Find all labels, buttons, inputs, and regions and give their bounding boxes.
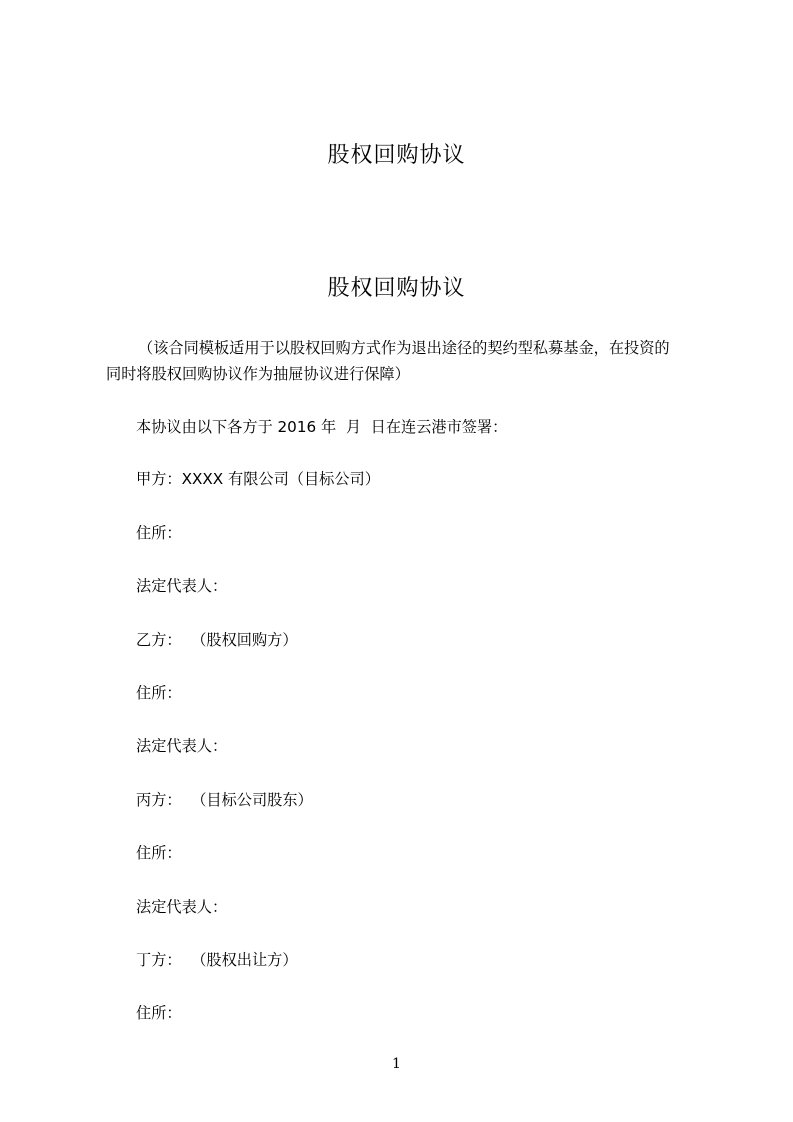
template-note [106,335,706,387]
party-b-address: 住所： [136,684,182,702]
party-a: 甲方：XXXX 有限公司（目标公司） [136,470,380,488]
document-title: 股权回购协议 [327,276,466,301]
header-title: 股权回购协议 [327,143,466,168]
party-d: 丁方： （股权出让方） [136,951,298,969]
party-c-address: 住所： [136,844,182,862]
template-note-line2: 同时将股权回购协议作为抽屉协议进行保障） [106,365,410,383]
party-c-representative: 法定代表人： [136,898,228,916]
party-d-address: 住所： [136,1004,182,1022]
page-number: 1 [392,1056,401,1072]
party-b: 乙方： （股权回购方） [136,631,298,649]
party-c: 丙方： （目标公司股东） [136,791,313,809]
party-a-address: 住所： [136,524,182,542]
party-b-representative: 法定代表人： [136,737,228,755]
intro-line: 本协议由以下各方于 2016 年 月 日在连云港市签署： [136,418,508,436]
party-a-representative: 法定代表人： [136,577,228,595]
template-note-line1: （该合同模板适用于以股权回购方式作为退出途径的契约型私募基金，在投资的 [138,339,670,357]
